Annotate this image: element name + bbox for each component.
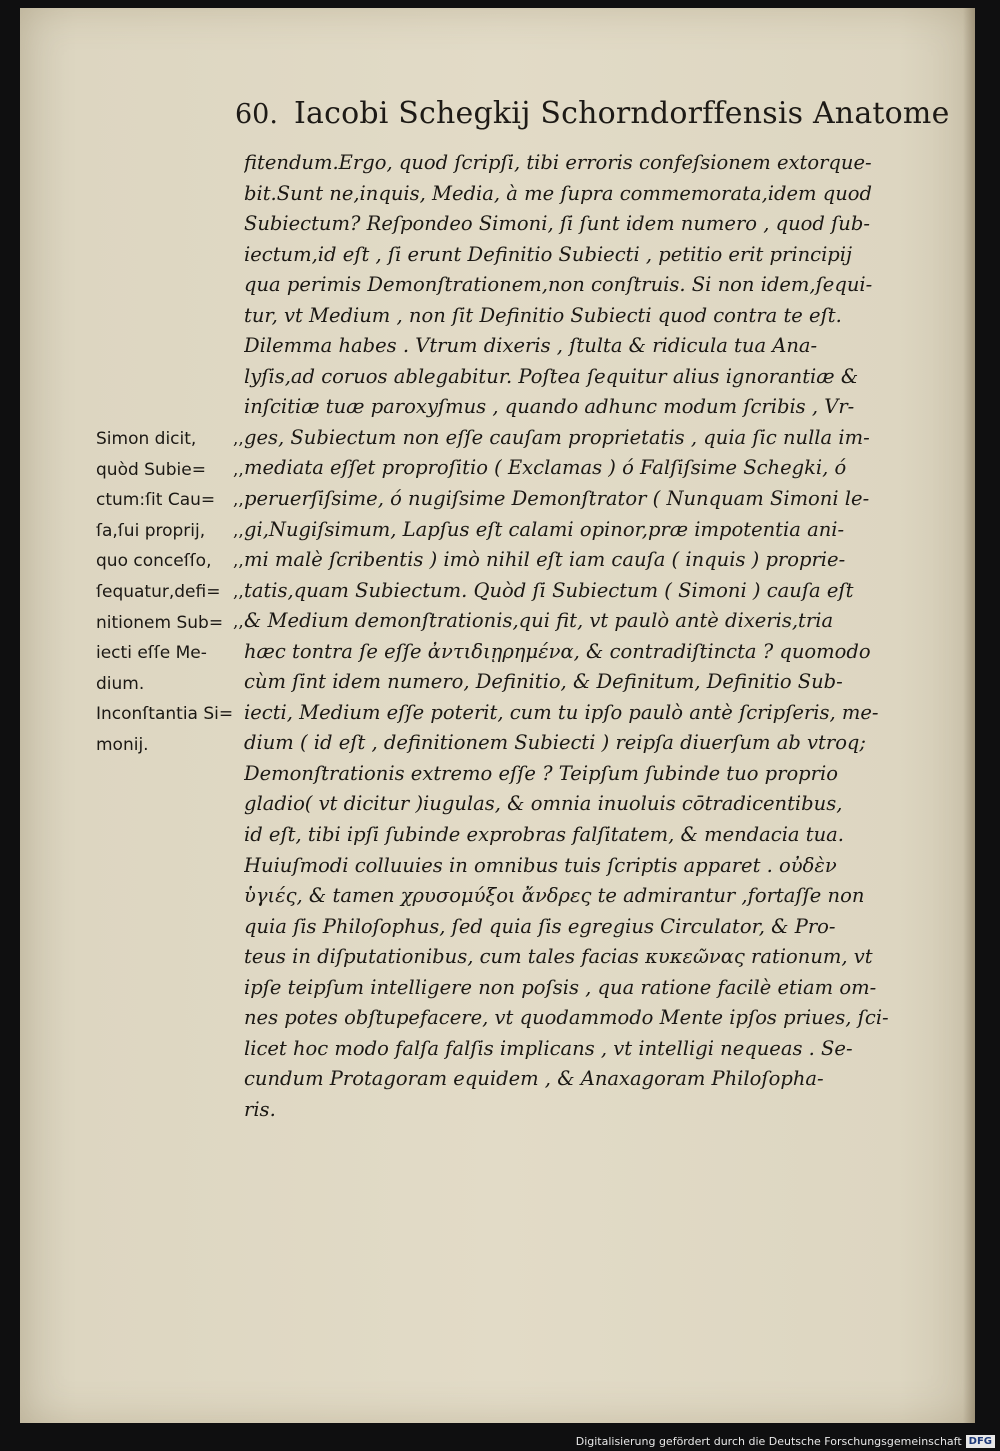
text-line: mi malè ſcribentis ) imò nihil eſt iam cauſa ( inquis ) proprie-	[244, 548, 846, 572]
quote-mark: ,,	[233, 581, 244, 602]
text-line: teus in diſputationibus, cum tales facias κυκεῶνας rationum, vt	[244, 945, 873, 969]
text-line: tur, vt Medium , non ſit Definitio Subiecti quod contra te eſt.	[244, 303, 842, 327]
page-gutter-shadow	[963, 8, 975, 1423]
text-line: gladio( vt dicitur )iugulas, & omnia inuoluis cōtradicentibus,	[244, 792, 843, 816]
margin-note-line: ſa,ſui proprij,	[96, 520, 206, 541]
margin-note-line: nitionem Sub=	[96, 612, 224, 633]
text-line: lyſis,ad coruos ablegabitur. Poſtea ſequitur alius ignorantiæ &	[244, 364, 859, 388]
quote-mark: ,,	[233, 520, 244, 541]
text-line: peruerſiſsime, ó nugiſsime Demonſtrator ( Nunquam Simoni le-	[244, 487, 870, 511]
text-line: dium ( id eſt , definitionem Subiecti ) reipſa diuerſum ab vtroq;	[244, 731, 866, 755]
margin-note-line: ſequatur,defi=	[96, 581, 221, 602]
text-line: id eſt, tibi ipſi ſubinde exprobras falſitatem, & mendacia tua.	[244, 823, 844, 847]
text-line: nes potes obſtupefacere, vt quodammodo Mente ipſos priues, ſci-	[244, 1006, 889, 1030]
text-line: tatis,quam Subiectum. Quòd ſi Subiectum ( Simoni ) cauſa eſt	[244, 578, 854, 602]
quote-mark: ,,	[233, 490, 244, 511]
text-line: mediata eſſet proproſitio ( Exclamas ) ó Falſiſsime Schegki, ó	[244, 456, 847, 480]
text-line: iectum,id eſt , ſi erunt Definitio Subiecti , petitio erit principij	[244, 242, 853, 266]
text-line: Subiectum? Reſpondeo Simoni, ſi ſunt idem numero , quod ſub-	[244, 212, 870, 236]
text-line: ipſe teipſum intelligere non poſsis , qua ratione facilè etiam om-	[244, 975, 877, 999]
text-line: iecti, Medium eſſe poterit, cum tu ipſo paulò antè ſcripſeris, me-	[244, 700, 879, 724]
marginal-note	[96, 424, 246, 761]
margin-note-line: Inconſtantia Si=	[96, 704, 234, 725]
text-line: Dilemma habes . Vtrum dixeris , ſtulta & ridicula tua Ana-	[244, 334, 818, 358]
text-line: ὑγιές, & tamen χρυσομύξοι ἄνδρες te admirantur ,fortaſſe non	[244, 884, 865, 908]
text-line: ges, Subiectum non eſſe cauſam proprietatis , quia ſic nulla im-	[244, 425, 870, 449]
quote-mark: ,,	[233, 459, 244, 480]
text-line: ris.	[244, 1097, 276, 1121]
main-text-block	[244, 148, 944, 1126]
margin-note-line: quòd Subie=	[96, 459, 206, 480]
text-line: inſcitiæ tuæ paroxyſmus , quando adhunc modum ſcribis , Vr-	[244, 395, 855, 419]
text-line: Huiuſmodi colluuies in omnibus tuis ſcriptis apparet . οὐδὲν	[244, 853, 837, 877]
text-line: licet hoc modo falſa falſis implicans , vt intelligi nequeas . Se-	[244, 1036, 853, 1060]
margin-note-line: monij.	[96, 734, 149, 755]
quote-mark: ,,	[233, 612, 244, 633]
text-line: fitendum.Ergo, quod ſcripſi, tibi erroris confeſsionem extorque-	[244, 151, 872, 174]
text-line: gi,Nugiſsimum, Lapſus eſt calami opinor,præ impotentia ani-	[244, 517, 845, 541]
text-line: bit.Sunt ne,inquis, Media, à me ſupra commemorata,idem quod	[244, 181, 872, 205]
page-number: 60.	[235, 99, 278, 130]
digitization-footer	[520, 1432, 995, 1450]
running-header	[235, 96, 950, 142]
digitization-credit: Digitalisierung gefördert durch die Deutsche Forschungsgemeinschaft	[575, 1434, 962, 1448]
text-line: qua perimis Demonſtrationem,non conſtruis. Si non idem,ſequi-	[244, 273, 873, 297]
text-line: hæc tontra ſe eſſe ἀντιδιῃρημένα, & contradiſtincta ? quomodo	[244, 639, 871, 663]
dfg-logo: DFG	[966, 1435, 995, 1448]
text-line: quia ſis Philoſophus, ſed quia ſis egregius Circulator, & Pro-	[244, 914, 836, 938]
quote-mark: ,,	[233, 429, 244, 449]
margin-note-line: ctum:ſit Cau=	[96, 490, 216, 511]
margin-note-line: quo conceſſo,	[96, 551, 212, 572]
margin-note-line: dium.	[96, 673, 145, 694]
running-title: Iacobi Schegkij Schorndorffensis Anatome	[293, 96, 950, 131]
text-line: & Medium demonſtrationis,qui fit, vt paulò antè dixeris,tria	[244, 609, 834, 633]
quote-mark: ,,	[233, 551, 244, 572]
text-line: cùm ſint idem numero, Definitio, & Definitum, Definitio Sub-	[244, 670, 843, 694]
margin-note-line: iecti eſſe Me-	[96, 643, 207, 664]
text-line: Demonſtrationis extremo eſſe ? Teipſum ſubinde tuo proprio	[244, 761, 838, 785]
text-line: cundum Protagoram equidem , & Anaxagoram Philoſopha-	[244, 1067, 824, 1091]
margin-note-line: Simon dicit,	[96, 429, 197, 449]
